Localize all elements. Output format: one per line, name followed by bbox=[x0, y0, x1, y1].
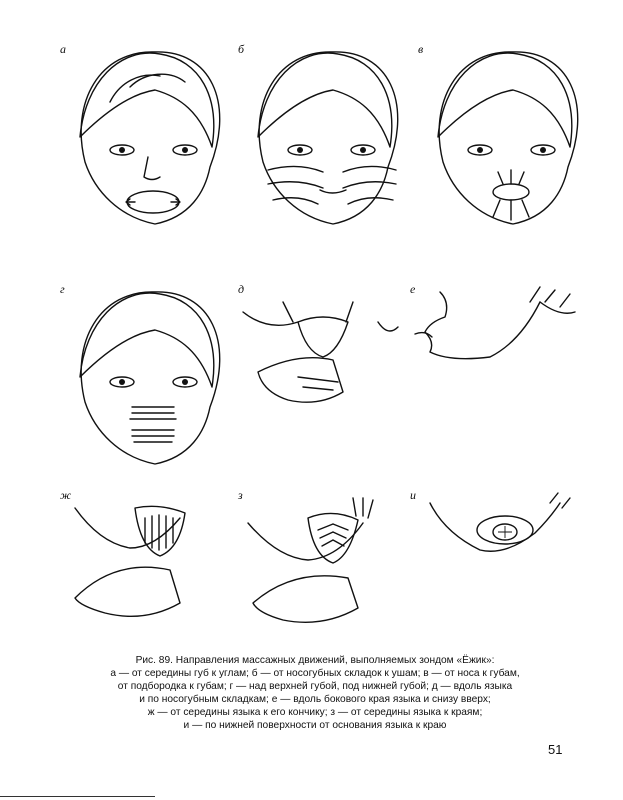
panel-a bbox=[60, 42, 230, 232]
caption-line: от подбородка к губам; г — над верхней губой, под нижней губой; д — вдоль языка bbox=[117, 681, 513, 692]
tongue-center-to-tip-massage-icon bbox=[60, 488, 230, 678]
panel-v bbox=[418, 42, 588, 232]
footer-rule bbox=[0, 796, 155, 797]
caption-line: и — по нижней поверхности от основания языка к краю bbox=[183, 720, 447, 731]
face-upper-lower-lip-massage-icon bbox=[60, 282, 230, 472]
panel-g bbox=[60, 282, 230, 472]
caption-line: ж — от середины языка к его кончику; з — от середины языка к краям; bbox=[147, 707, 483, 718]
tongue-lateral-massage-icon bbox=[238, 282, 408, 472]
panel-z bbox=[238, 488, 408, 678]
panel-d bbox=[238, 282, 408, 472]
caption-title: Рис. 89. Направления массажных движений, выполняемых зондом «Ёжик»: bbox=[135, 655, 495, 666]
face-lips-massage-icon bbox=[60, 42, 230, 232]
panel-letter: г bbox=[60, 282, 65, 296]
panel-letter: б bbox=[238, 42, 245, 56]
caption-line: а — от середины губ к углам; б — от носогубных складок к ушам; в — от носа к губам, bbox=[110, 668, 520, 679]
panel-letter: ж bbox=[60, 488, 72, 502]
face-cheek-massage-icon bbox=[238, 42, 408, 232]
tongue-underside-massage-icon bbox=[410, 488, 580, 678]
caption-line: и по носогубным складкам; е — вдоль бокового края языка и снизу вверх; bbox=[139, 694, 491, 705]
panel-letter: е bbox=[410, 282, 416, 296]
panel-i bbox=[410, 488, 580, 678]
panel-e bbox=[410, 282, 580, 472]
panel-zh bbox=[60, 488, 230, 678]
profile-tongue-massage-icon bbox=[410, 282, 580, 472]
panel-letter: а bbox=[60, 42, 66, 56]
page-number: 51 bbox=[548, 742, 563, 757]
panel-letter: д bbox=[238, 282, 245, 296]
panel-letter: з bbox=[238, 488, 243, 502]
figure-caption bbox=[70, 654, 560, 732]
panel-letter: в bbox=[418, 42, 424, 56]
tongue-center-to-edges-massage-icon bbox=[238, 488, 408, 678]
panel-b bbox=[238, 42, 408, 232]
face-nose-to-lips-massage-icon bbox=[418, 42, 588, 232]
panel-letter: и bbox=[410, 488, 416, 502]
